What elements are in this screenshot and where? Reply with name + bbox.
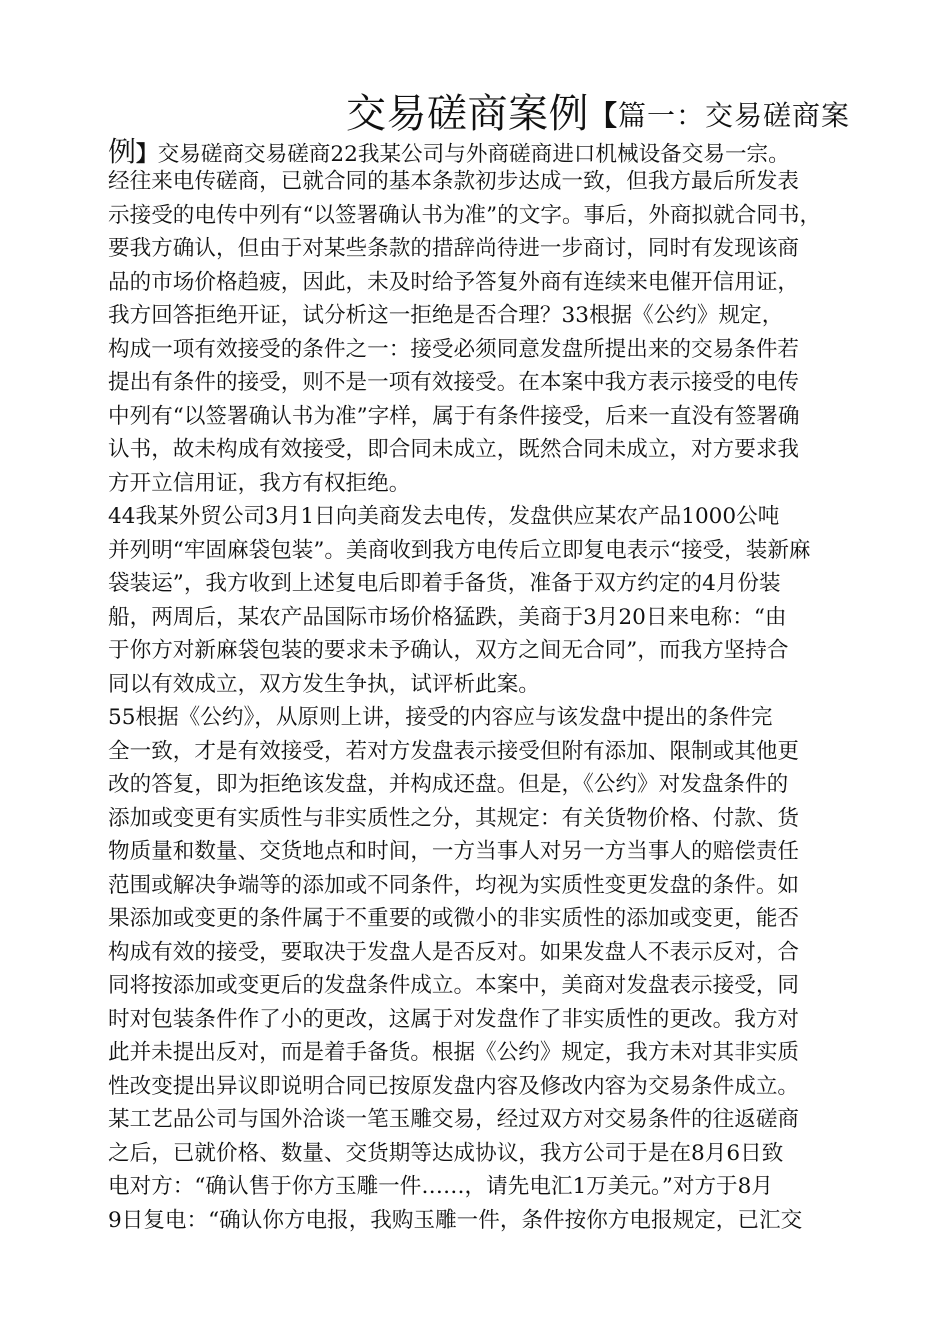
body-line: 之后，已就价格、数量、交货期等达成协议，我方公司于是在8月6日致 xyxy=(108,1140,784,1166)
body-line: 提出有条件的接受，则不是一项有效接受。在本案中我方表示接受的电传 xyxy=(108,370,800,395)
body-line-text: 交易磋商交易磋商22我某公司与外商磋商进口机械设备交易一宗。 xyxy=(157,142,790,167)
subtitle-text: 篇一：交易磋商案 xyxy=(618,99,851,132)
body-line: 某工艺品公司与国外洽谈一笔玉雕交易，经过双方对交易条件的往返磋商 xyxy=(108,1107,800,1132)
body-line: 9日复电：“确认你方电报，我购玉雕一件，条件按你方电报规定，已汇交 xyxy=(108,1207,803,1233)
body-line: 经往来电传磋商，已就合同的基本条款初步达成一致，但我方最后所发表 xyxy=(108,169,800,194)
body-line: 同将按添加或变更后的发盘条件成立。本案中，美商对发盘表示接受，同 xyxy=(108,973,800,998)
body-line: 方开立信用证，我方有权拒绝。 xyxy=(108,470,411,496)
body-line: 于你方对新麻袋包装的要求未予确认，双方之间无合同”，而我方坚持合 xyxy=(108,638,789,663)
body-line: 全一致，才是有效接受，若对方发盘表示接受但附有添加、限制或其他更 xyxy=(108,738,800,764)
body-line: 范围或解决争端等的添加或不同条件，均视为实质性变更发盘的条件。如 xyxy=(108,872,800,898)
body-line: 果添加或变更的条件属于不重要的或微小的非实质性的添加或变更，能否 xyxy=(108,906,800,931)
document-title: 交易磋商案例 xyxy=(346,91,589,137)
body-line: 并列明“牢固麻袋包装”。美商收到我方电传后立即复电表示“接受，装新麻 xyxy=(108,537,811,563)
body-line: 中列有“以签署确认书为准”字样，属于有条件接受，后来一直没有签署确 xyxy=(108,403,800,429)
body-line xyxy=(108,135,856,169)
body-line: 示接受的电传中列有“以签署确认书为准”的文字。事后，外商拟就合同书， xyxy=(108,202,822,228)
body-line: 品的市场价格趋疲，因此，未及时给予答复外商有连续来电催开信用证， xyxy=(108,269,800,295)
body-line: 改的答复，即为拒绝该发盘，并构成还盘。但是，《公约》对发盘条件的 xyxy=(108,772,789,797)
body-line: 55根据《公约》，从原则上讲，接受的内容应与该发盘中提出的条件完 xyxy=(108,705,773,730)
body-line: 添加或变更有实质性与非实质性之分，其规定：有关货物价格、付款、货 xyxy=(108,805,800,831)
body-line: 要我方确认，但由于对某些条款的措辞尚待进一步商讨，同时有发现该商 xyxy=(108,236,800,261)
subtitle-continuation: 例 xyxy=(108,135,137,168)
body-line: 船，两周后，某农产品国际市场价格猛跌，美商于3月20日来电称：“由 xyxy=(108,604,787,630)
body-line: 性改变提出异议即说明合同已按原发盘内容及修改内容为交易条件成立。 xyxy=(108,1073,800,1099)
body-line: 此并未提出反对，而是着手备货。根据《公约》规定，我方未对其非实质 xyxy=(108,1040,800,1065)
body-line: 时对包装条件作了小的更改，这属于对发盘作了非实质性的更改。我方对 xyxy=(108,1006,800,1032)
subtitle-open-bracket: 【 xyxy=(589,99,619,132)
subtitle-close-bracket: 】 xyxy=(136,142,158,167)
body-line: 我方回答拒绝开证，试分析这一拒绝是否合理？33根据《公约》规定， xyxy=(108,303,784,328)
title-line xyxy=(346,90,856,138)
body-line: 构成一项有效接受的条件之一：接受必须同意发盘所提出来的交易条件若 xyxy=(108,336,800,362)
body-line: 44我某外贸公司3月1日向美商发去电传，发盘供应某农产品1000公吨 xyxy=(108,504,780,529)
body-line: 同以有效成立，双方发生争执，试评析此案。 xyxy=(108,671,540,697)
body-line: 认书，故未构成有效接受，即合同未成立，既然合同未成立，对方要求我 xyxy=(108,437,800,462)
body-line: 构成有效的接受，要取决于发盘人是否反对。如果发盘人不表示反对，合 xyxy=(108,939,800,965)
body-line: 电对方：“确认售于你方玉雕一件……，请先电汇1万美元。”对方于8月 xyxy=(108,1174,773,1199)
body-line: 物质量和数量、交货地点和时间，一方当事人对另一方当事人的赔偿责任 xyxy=(108,839,800,864)
body-line: 袋装运”，我方收到上述复电后即着手备货，准备于双方约定的4月份装 xyxy=(108,571,781,596)
